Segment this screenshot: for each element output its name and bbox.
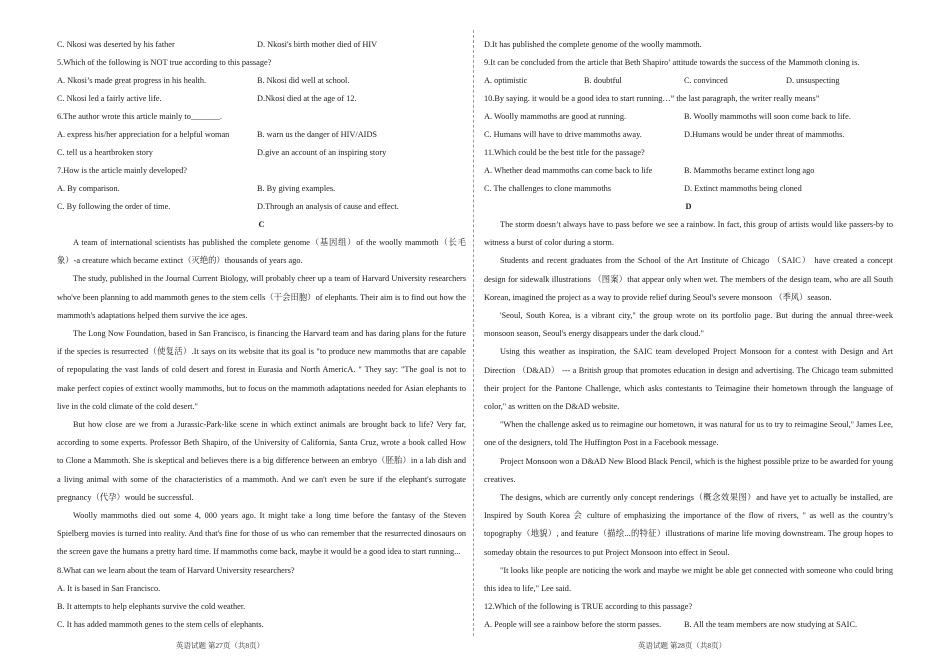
column-divider: [473, 30, 474, 636]
q6-options-ab: [57, 126, 466, 144]
passage-paragraph: Using this weather as inspiration, the SAIC team developed Project Monsoon for a contest with Design and Art Direction （D&AD） --- a British group that promotes education in design and advertising. The Chicago team submitted their project for the Pantone Challenge, which asks contestants to Teimagine their hometown through the language of color," as written on the D&AD website.: [484, 347, 893, 412]
question-11: 11.Which could be the best title for the passage?: [484, 148, 645, 157]
option: D. Nkosi's birth mother died of HIV: [257, 40, 378, 49]
option: B. It attempts to help elephants survive the cold weather.: [57, 601, 246, 611]
option: C. tell us a heartbroken story: [57, 148, 153, 157]
question-8: 8.What can we learn about the team of Harvard University researchers?: [57, 565, 295, 575]
section-heading-d: D: [685, 202, 692, 211]
option: A. Whether dead mammoths can come back to life: [484, 166, 653, 175]
question-5: 5.Which of the following is NOT true according to this passage?: [57, 58, 272, 67]
option: D. Extinct mammoths being cloned: [684, 184, 802, 193]
q9-options: [484, 72, 893, 90]
q7-options-cd: [57, 198, 466, 216]
passage-paragraph: The Long Now Foundation, based in San Francisco, is financing the Harvard team and has daring plans for the future if the species is resurrected（使复活）.It says on its website that its goal is "to produce new mammoths that are capable of repopulating the vast lands of cold desert and forest in Eurasia and North AmericA. " They say: "The goal is not to make perfect copies of extinct woolly mammoths, but to focus on the mammoth adaptations needed for Asian elephants to live in the cold climate of the cold desert.": [57, 329, 466, 411]
passage-paragraph: Students and recent graduates from the School of the Art Institute of Chicago （SAIC） have created a concept design for sidewalk illustrations （图案）that appear only when wet. The members of the design team, who are all South Korean, imagined the project as a way to provide relief during Seoul's severe monsoon （季风）season.: [484, 256, 893, 302]
page-footer-left: 英语试题 第27页（共8页）: [176, 641, 265, 650]
left-column: [57, 36, 466, 634]
question-10: 10.By saying. it would be a good idea to start running…” the last paragraph, the writer really means”: [484, 94, 820, 103]
passage-paragraph: "When the challenge asked us to reimagine our hometown, it was natural for us to try to reimagine Seoul," James Lee, one of the designers, told The Huffington Post in a Facebook message.: [484, 420, 893, 448]
option: C. By following the order of time.: [57, 202, 171, 211]
option: B. warn us the danger of HIV/AIDS: [257, 130, 378, 139]
option: A. It is based in San Francisco.: [57, 583, 161, 593]
question-7: 7.How is the article mainly developed?: [57, 166, 187, 175]
option: B. doubtful: [584, 76, 622, 85]
question-12: 12.Which of the following is TRUE according to this passage?: [484, 602, 693, 612]
option: C. The challenges to clone mammoths: [484, 184, 612, 193]
page-footer-right: 英语试题 第28页（共8页）: [638, 641, 727, 650]
q6-options-cd: [57, 144, 466, 162]
passage-paragraph: A team of international scientists has published the complete genome（基因组）of the woolly mammoth（长毛象）-a creature which became extinct（灭绝的）thousands of years ago.: [57, 238, 466, 266]
option: C. Nkosi was deserted by his father: [57, 40, 175, 49]
option: D.Humans would be under threat of mammoths.: [684, 130, 845, 139]
q11-options-cd: [484, 180, 893, 198]
option: D.Nkosi died at the age of 12.: [257, 94, 357, 103]
option: D.Through an analysis of cause and effect.: [257, 202, 399, 211]
passage-paragraph: The designs, which are currently only concept renderings（概念效果图）and have yet to actually be installed, are Inspired by South Korea 会 culture of emphasizing the importance of the flow of rivers, " as well as the country’s topography（地貌）, and feature（描绘...的特征）illustrations of marine life moving downstream. The group hopes to someday obtain the resources to put Project Monsoon into effect in Seoul.: [484, 493, 893, 557]
question-6: 6.The author wrote this article mainly to_______.: [57, 112, 222, 121]
q5-options-ab: [57, 72, 466, 90]
q12-options-ab: [484, 616, 893, 634]
option: D.It has published the complete genome of the woolly mammoth.: [484, 40, 702, 49]
passage-paragraph: The study, published in the Journal Current Biology, will probably cheer up a team of Harvard University researchers who've been planning to add mammoth genes to the stem cells（干会田胞）of elephants. Their aim is to find out how the mammoth's adaptations helped them survive the ice ages.: [57, 274, 466, 320]
option: B. By giving examples.: [257, 184, 336, 193]
passage-paragraph: The storm doesn’t always have to pass before we see a rainbow. In fact, this group of artists would like passers-by to witness a burst of color during a storm.: [484, 220, 893, 248]
option: D.give an account of an inspiring story: [257, 148, 387, 157]
option: B. Nkosi did well at school.: [257, 76, 350, 85]
option: A. By comparison.: [57, 184, 120, 193]
option: C. Nkosi led a fairly active life.: [57, 94, 162, 103]
passage-paragraph: But how close are we from a Jurassic-Park-like scene in which extinct animals are brought back to life? Very far, according to some experts. Professor Beth Shapiro, of the University of California, Santa Cruz, wrote a book called How to Clone a Mammoth. She is skeptical and believes there is a big difference between an embryo（胚胎）in a lab dish and a living animal with some of the characteristics of a mammoth. And we can't even be sure if the elephant's surrogate pregnancy（代孕）would be successful.: [57, 420, 466, 502]
q5-options-cd: [57, 90, 466, 108]
passage-paragraph: Project Monsoon won a D&AD New Blood Black Pencil, which is the highest possible prize to be awarded for young creatives.: [484, 456, 893, 484]
option: C. Humans will have to drive mammoths away.: [484, 130, 642, 139]
option: A. express his/her appreciation for a helpful woman: [57, 130, 230, 139]
option: C. convinced: [684, 76, 728, 85]
option: A. Woolly mammoths are good at running.: [484, 112, 627, 121]
q10-options-cd: [484, 126, 893, 144]
option: A. People will see a rainbow before the storm passes.: [484, 620, 662, 630]
option: A. optimistic: [484, 76, 528, 85]
option: C. It has added mammoth genes to the stem cells of elephants.: [57, 619, 264, 629]
section-heading-c: C: [258, 220, 265, 229]
q11-options-ab: [484, 162, 893, 180]
option: B. Woolly mammoths will soon come back to life.: [684, 112, 851, 121]
question-9: 9.It can be concluded from the article that Beth Shapiro’ attitude towards the success of the Mammoth cloning is.: [484, 58, 860, 67]
right-column: [484, 36, 893, 634]
option: A. Nkosi’s made great progress in his health.: [57, 76, 207, 85]
option: D. unsuspecting: [786, 76, 840, 85]
option: B. All the team members are now studying at SAIC.: [684, 620, 858, 630]
passage-paragraph: 'Seoul, South Korea, is a vibrant city," the group wrote on its portfolio page. But during the annual three-week monsoon season, Seoul's energy disappears under the dark cloud.": [484, 311, 893, 339]
q4-options-cd: [57, 36, 466, 54]
option: B. Mammoths became extinct long ago: [684, 166, 815, 175]
q10-options-ab: [484, 108, 893, 126]
passage-paragraph: Woolly mammoths died out some 4, 000 years ago. It might take a long time before the fantasy of the Steven Spielberg movies is turned into reality. And that's fine for those of us who can remember that the resurrected dinosaurs on the screen gave the humans a pretty hard time. If mammoths come back, maybe it would be a good idea to start running...: [57, 511, 466, 557]
q7-options-ab: [57, 180, 466, 198]
passage-paragraph: "It looks like people are noticing the work and maybe we might be able get connected with someone who could bring this idea to life," Lee said.: [484, 565, 893, 594]
